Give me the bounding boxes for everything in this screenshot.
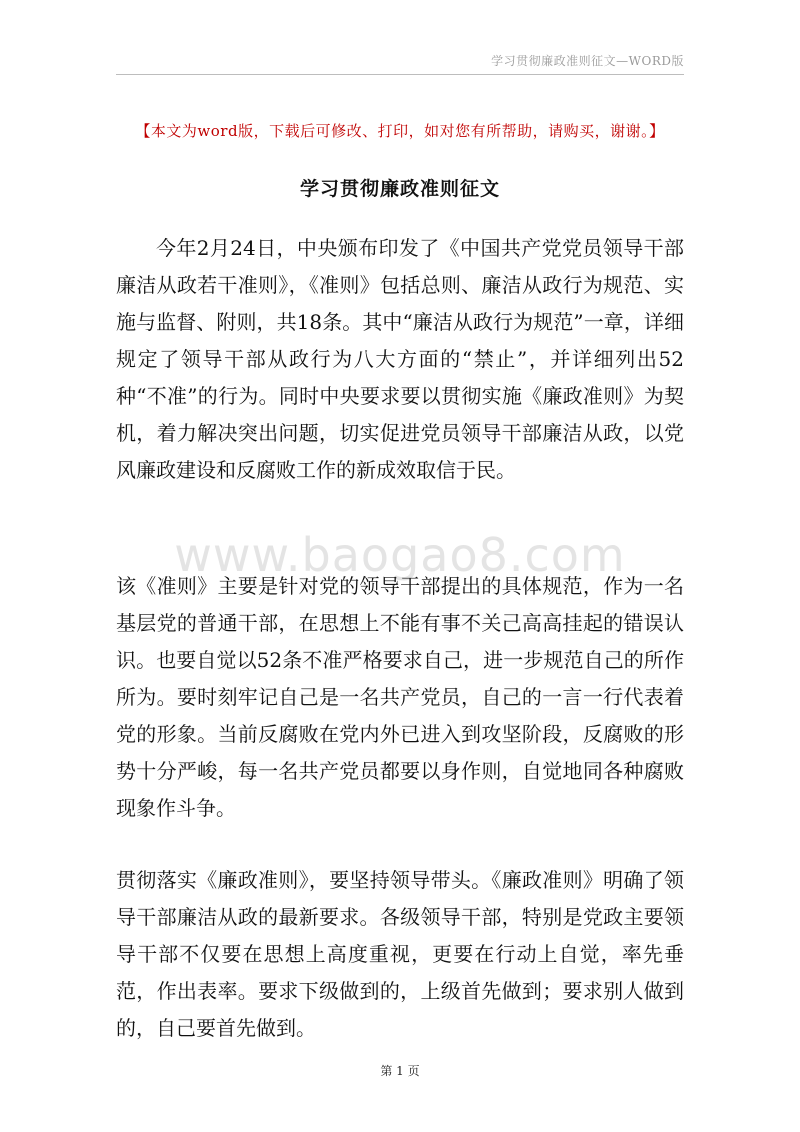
header-divider xyxy=(116,74,684,75)
paragraph-1: 今年2月24日，中央颁布印发了《中国共产党党员领导干部廉洁从政若干准则》，《准则》包括总则、廉洁从政行为规范、实施与监督、附则，共18条。其中“廉洁从政行为规范”一章，详细规定了领导干部从政行为八大方面的“禁止”，并详细列出52种“不准”的行为。同时中央要求要以贯彻实施《廉政准则》为契机，着力解决突出问题，切实促进党员领导干部廉洁从政，以党风廉政建设和反腐败工作的新成效取信于民。 xyxy=(116,236,684,482)
page-number: 第 1 页 xyxy=(380,1064,420,1078)
running-header-title: 学习贯彻廉政准则征文—WORD版 xyxy=(491,54,684,68)
document-title: 学习贯彻廉政准则征文 xyxy=(299,178,500,200)
paragraph-2: 该《准则》主要是针对党的领导干部提出的具体规范，作为一名基层党的普通干部，在思想上不能有事不关己高高挂起的错误认识。也要自觉以52条不准严格要求自己，进一步规范自己的所作所为。要时刻牢记自己是一名共产党员，自己的一言一行代表着党的形象。当前反腐败在党内外已进入到攻坚阶段，反腐败的形势十分严峻，每一名共产党员都要以身作则，自觉地同各种腐败现象作斗争。 xyxy=(116,574,684,820)
purchase-notice: 【本文为word版，下载后可修改、打印，如对您有所帮助，请购买，谢谢。】 xyxy=(135,122,665,140)
watermark: www.baogao8.com xyxy=(174,528,626,582)
paragraph-3: 贯彻落实《廉政准则》，要坚持领导带头。《廉政准则》明确了领导干部廉洁从政的最新要求。各级领导干部，特别是党政主要领导干部不仅要在思想上高度重视，更要在行动上自觉，率先垂范，作出表率。要求下级做到的，上级首先做到；要求别人做到的，自己要首先做到。 xyxy=(116,868,684,1040)
